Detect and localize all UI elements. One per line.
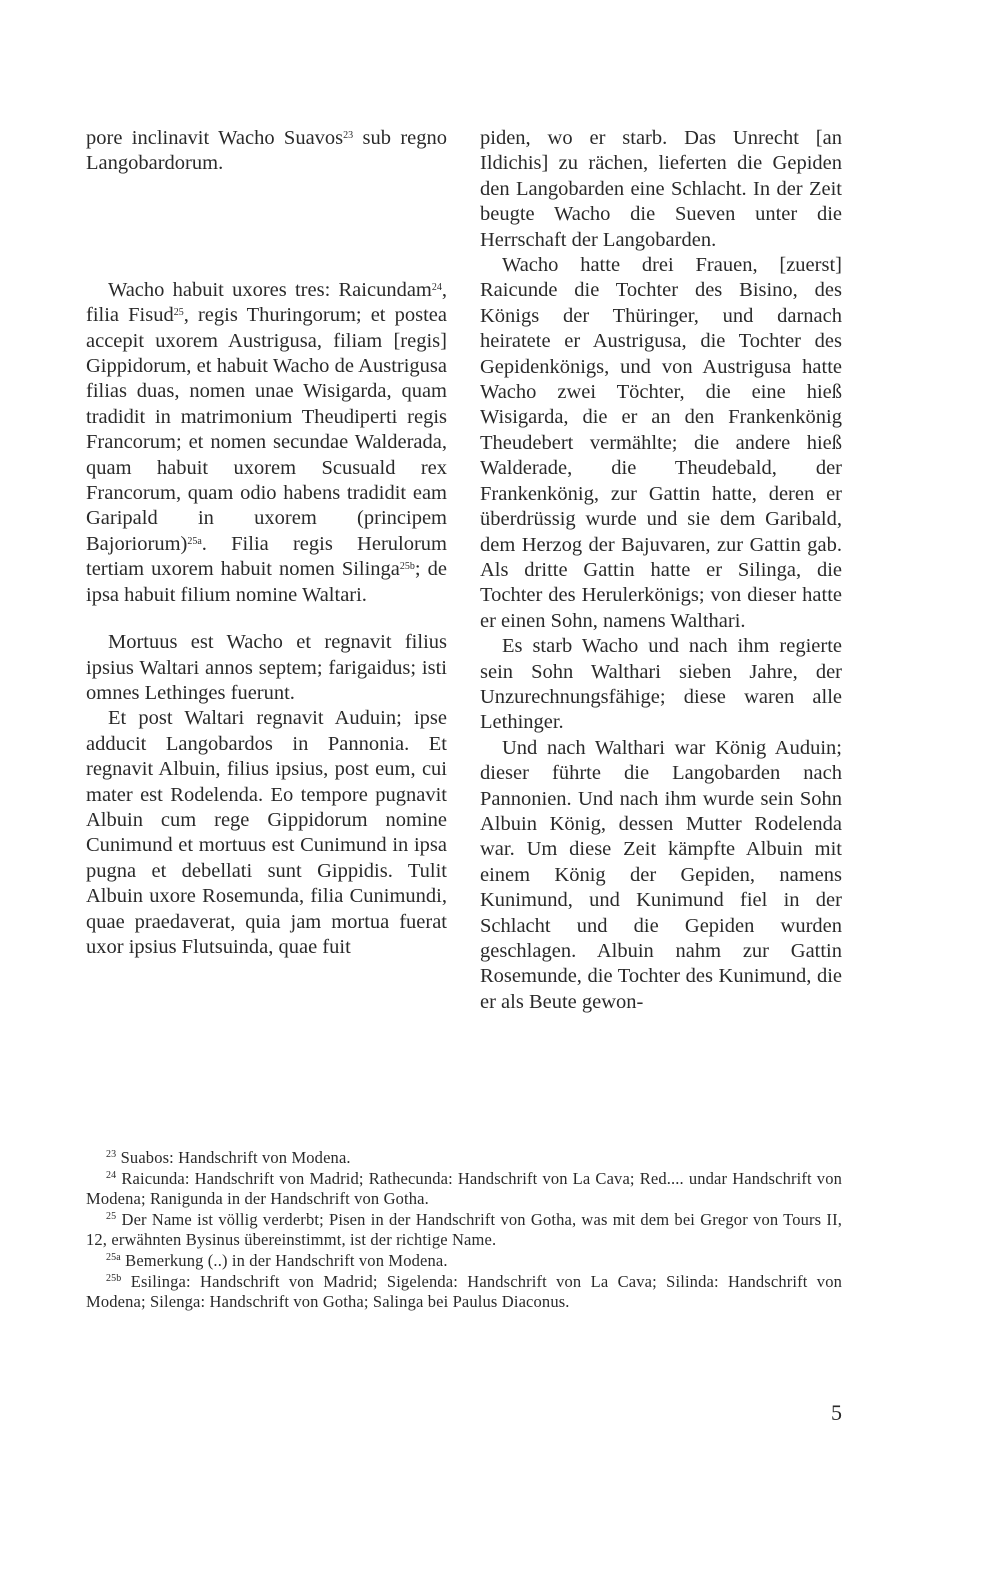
text-run: , regis Thuringorum; et postea accepit uxorem Austrigusa, filiam [regis] Gippidorum, et habuit Wacho de Austrigusa filias duas, nomen unae Wisigarda, quam tradidit in matrimonium Theudiperti regis Francorum; et nomen secundae Walderada, quam habuit uxorem Scusuald rex Francorum, quam odio habens tradidit eam Garipald in uxorem (principem Bajoriorum) bbox=[86, 304, 447, 555]
german-paragraph: Wacho hatte drei Frauen, [zuerst] Raicunde die Tochter des Bisino, des Königs der Thüringer, und darnach heiratete er Austrigusa, die Tochter des Gepidenkönigs, und von Austrigusa hatte Wacho zwei Töchter, die eine hieß Wisigarda, die er an den Frankenkönig Theudebert vermählte; die andere hieß Walderade, die Theudebald, der Frankenkönig, zur Gattin hatte, deren er überdrüssig wurde und sie dem Garibald, dem Herzog der Bajuvaren, zur Gattin gab. Als dritte Gattin hatte er Silinga, die Tochter des Herulerkönigs; von dieser hatte er einen Sohn, namens Walthari. bbox=[480, 254, 842, 632]
text-run: , filia Fisud bbox=[86, 278, 447, 327]
footnote-ref: 25 bbox=[173, 307, 184, 319]
footnote-number: 25a bbox=[106, 1251, 121, 1263]
footnote-text: Esilinga: Handschrift von Madrid; Sigelenda: Handschrift von La Cava; Silinda: Handschrift von Modena; Silenga: Handschrift von Gotha; Salinga bei Paulus Diaconus. bbox=[86, 1271, 843, 1312]
footnote-ref: 25a bbox=[187, 535, 202, 547]
footnote-ref: 24 bbox=[431, 281, 442, 293]
footnote bbox=[86, 1169, 842, 1210]
text-run: pore inclinavit Wacho Suavos bbox=[86, 127, 344, 149]
footnote bbox=[86, 1210, 842, 1251]
footnote-number: 25b bbox=[106, 1272, 122, 1284]
footnote-text: Bemerkung (..) in der Handschrift von Modena. bbox=[125, 1250, 448, 1270]
german-paragraph: piden, wo er starb. Das Unrecht [an Ildichis] zu rächen, lieferten die Gepiden den Langobarden eine Schlacht. In der Zeit beugte Wacho die Sueven unter die Herrschaft der Langobarden. bbox=[480, 127, 842, 251]
text-run: . Filia regis Herulorum tertiam uxorem habuit nomen Silinga bbox=[86, 532, 447, 581]
german-paragraph: Es starb Wacho und nach ihm regierte sein Sohn Walthari sieben Jahre, der Unzurechnungsfähige; diese waren alle Lethinger. bbox=[480, 635, 842, 734]
german-paragraph: Und nach Walthari war König Auduin; dieser führte die Langobarden nach Pannonien. Und nach ihm wurde sein Sohn Albuin König, dessen Mutter Rodelenda war. Um diese Zeit kämpfte Albuin mit einem König der Gepiden, namens Kunimund, und Kunimund fiel in der Schlacht und die Gepiden wurden geschlagen. Albuin nahm zur Gattin Rosemunde, die Tochter des Kunimund, die er als Beute gewon- bbox=[480, 736, 842, 1013]
text-run: ; de ipsa habuit filium nomine Waltari. bbox=[86, 558, 447, 606]
footnotes bbox=[86, 1148, 842, 1313]
footnote-text: Der Name ist völlig verderbt; Pisen in der Handschrift von Gotha, was mit dem bei Gregor von Tours II, 12, erwähnten Bysinus übereinstimmt, ist der richtige Name. bbox=[86, 1209, 842, 1250]
text-run: sub regno Langobardorum. bbox=[86, 127, 447, 175]
footnote-text: Raicunda: Handschrift von Madrid; Rathecunda: Handschrift von La Cava; Red.... undar Handschrift von Modena; Ranigunda in der Handschrift von Gotha. bbox=[86, 1168, 842, 1209]
footnote-number: 24 bbox=[106, 1169, 117, 1181]
footnote-ref: 25b bbox=[399, 561, 415, 573]
footnote bbox=[86, 1272, 842, 1313]
german-translation-column bbox=[480, 126, 842, 1015]
footnote-ref: 23 bbox=[343, 130, 354, 141]
page-number: 5 bbox=[831, 1400, 842, 1425]
footnote bbox=[86, 1148, 842, 1169]
latin-paragraph: Et post Waltari regnavit Auduin; ipse adducit Langobardos in Pannonia. Et regnavit Albuin, filius ipsius, post eum, cui mater est Rodelenda. Eo tempore pugnavit Albuin cum rege Gippidorum nomine Cunimund et mortuus est Cunimund in ipsa pugna et debellati sunt Gippidis. Tulit Albuin uxore Rosemunda, filia Cunimundi, quae praedaverat, quia jam mortua fuerat uxor ipsius Flutsuinda, quae fuit bbox=[86, 707, 447, 958]
latin-paragraph bbox=[86, 278, 447, 608]
footnote-text: Suabos: Handschrift von Modena. bbox=[120, 1148, 351, 1167]
footnote bbox=[86, 1251, 842, 1272]
latin-paragraph bbox=[86, 126, 447, 177]
footnote-number: 23 bbox=[106, 1149, 117, 1160]
latin-paragraph: Mortuus est Wacho et regnavit filius ipsius Waltari annos septem; farigaidus; isti omnes Lethinges fuerunt. bbox=[86, 631, 447, 704]
footnote-number: 25 bbox=[106, 1210, 117, 1222]
latin-text-column bbox=[86, 126, 447, 960]
text-run: Wacho habuit uxores tres: Raicundam bbox=[108, 278, 432, 301]
